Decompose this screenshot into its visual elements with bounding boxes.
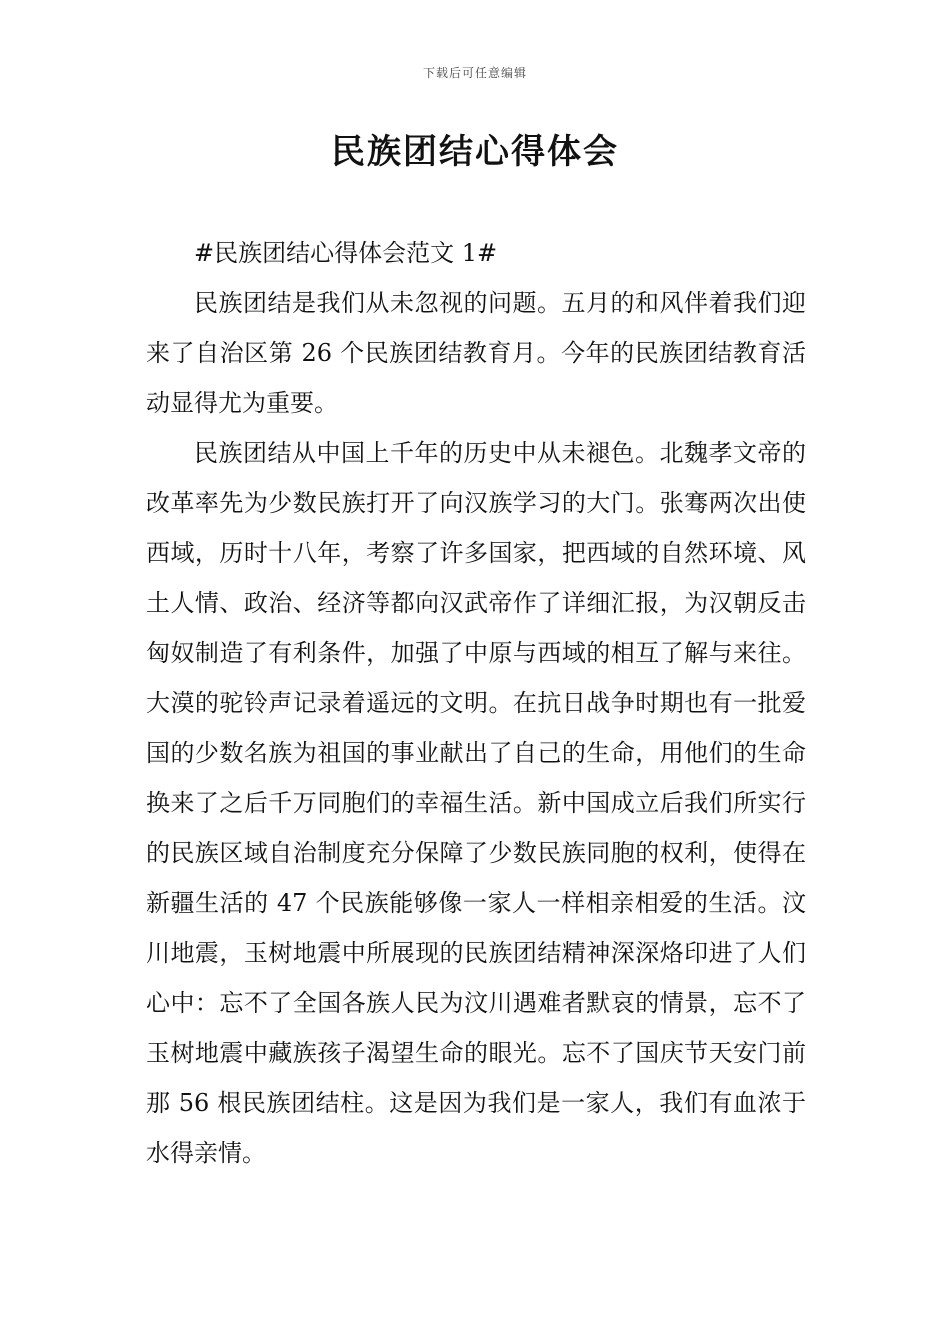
document-body — [146, 228, 806, 1178]
document-title: 民族团结心得体会 — [331, 132, 619, 172]
header-note: 下载后可任意编辑 — [422, 66, 527, 80]
paragraph-1: 民族团结是我们从未忽视的问题。五月的和风伴着我们迎来了自治区第 26 个民族团结教育月。今年的民族团结教育活动显得尤为重要。 — [146, 289, 806, 417]
paragraph-2: 民族团结从中国上千年的历史中从未褪色。北魏孝文帝的改革率先为少数民族打开了向汉族学习的大门。张骞两次出使西域，历时十八年，考察了许多国家，把西域的自然环境、风土人情、政治、经济等都向汉武帝作了详细汇报，为汉朝反击匈奴制造了有利条件，加强了中原与西域的相互了解与来往。大漠的驼铃声记录着遥远的文明。在抗日战争时期也有一批爱国的少数名族为祖国的事业献出了自己的生命，用他们的生命换来了之后千万同胞们的幸福生活。新中国成立后我们所实行的民族区域自治制度充分保障了少数民族同胞的权利，使得在新疆生活的 47 个民族能够像一家人一样相亲相爱的生活。汶川地震，玉树地震中所展现的民族团结精神深深烙印进了人们心中：忘不了全国各族人民为汶川遇难者默哀的情景，忘不了玉树地震中藏族孩子渴望生命的眼光。忘不了国庆节天安门前那 56 根民族团结柱。这是因为我们是一家人，我们有血浓于水得亲情。 — [146, 439, 806, 1167]
subheading: #民族团结心得体会范文 1# — [194, 239, 498, 267]
